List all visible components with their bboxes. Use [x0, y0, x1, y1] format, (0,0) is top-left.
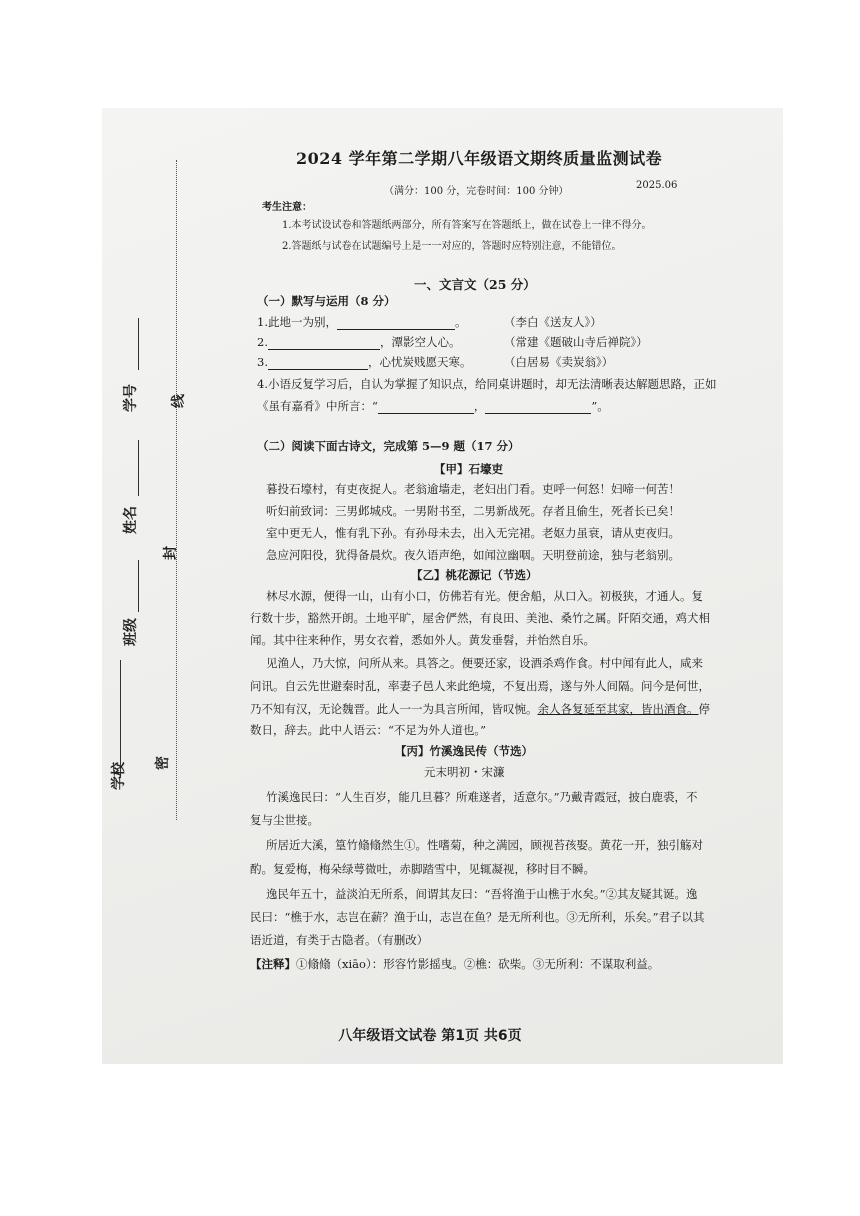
binding-line [176, 160, 177, 820]
passage-bing-line: 语近道，有类于古隐者。（有删改） [250, 933, 429, 947]
passage-yi-line: 见渔人，乃大惊，问所从来。具答之。便要还家，设酒杀鸡作食。村中闻有此人，咸来 [266, 656, 703, 670]
passage-jia-line: 室中更无人，惟有乳下孙。有孙母未去，出入无完裙。老妪力虽衰，请从吏夜归。 [266, 526, 680, 540]
banji-label: 班级 [123, 618, 139, 646]
passage-jia-line: 听妇前致词：三男邺城戍。一男附书至，二男新战死。存者且偷生，死者长已矣！ [266, 504, 680, 518]
question-1 [257, 314, 466, 330]
question-1-suffix: 。 [454, 315, 467, 329]
section-heading: 一、文言文（25 分） [414, 277, 536, 292]
question-2-prefix: 2. [257, 335, 268, 349]
exam-meta: （满分：100 分，完卷时间：100 分钟） [384, 186, 569, 197]
answer-blank-1[interactable] [337, 317, 455, 330]
answer-blank-4b[interactable] [485, 401, 591, 414]
question-4-close: ”。 [591, 399, 609, 413]
part1-heading: （一）默写与运用（8 分） [257, 294, 396, 308]
xingming-label: 姓名 [123, 506, 139, 534]
passage-bing-line: 酌。复爱梅，梅朵绿萼微吐，赤脚踏雪中，见辄凝视，移时目不瞬。 [250, 862, 595, 876]
passage-bing-line: 竹溪逸民曰：“人生百岁，能几旦暮？所难遂者，适意尔。”乃戴青霞冠，披白鹿裘，不 [266, 790, 698, 804]
side-label-xian: 线 [171, 394, 187, 408]
question-4-comma: ， [473, 399, 486, 413]
answer-blank-2[interactable] [268, 337, 380, 350]
side-label-feng: 封 [163, 546, 179, 560]
passage-yi-line: 林尽水源，便得一山，山有小口，仿佛若有光。便舍船，从口入。初极狭，才通人。复 [266, 589, 703, 603]
passage-yi-title: 【乙】桃花源记（节选） [411, 568, 538, 582]
banji-field[interactable] [138, 560, 139, 612]
side-label-mi: 密 [155, 756, 171, 770]
notice-item: 1.本考试设试卷和答题纸两部分，所有答案写在答题纸上，做在试卷上一律不得分。 [282, 220, 652, 231]
passage-yi-text: 停 [698, 702, 710, 716]
question-4-line1: 4.小语反复学习后，自认为掌握了知识点，给同桌讲题时，却无法清晰表达解题思路，正如 [257, 377, 717, 391]
question-4-lead: 《虽有嘉肴》中所言：“ [257, 399, 378, 413]
exam-title: 2024 学年第二学期八年级语文期终质量监测试卷 [296, 149, 663, 168]
question-3-source: （白居易《卖炭翁》） [504, 355, 614, 369]
underlined-sentence: 余人各复延至其家，皆出酒食。 [537, 702, 699, 716]
passage-yi-line: 问讯。自云先世避秦时乱，率妻子邑人来此绝境，不复出焉，遂与外人间隔。问今是何世， [250, 679, 710, 693]
passage-bing-title: 【丙】竹溪逸民传（节选） [395, 744, 533, 758]
part2-heading: （二）阅读下面古诗文，完成第 5—9 题（17 分） [257, 439, 520, 453]
question-1-prefix: 1.此地一为别， [257, 315, 337, 329]
question-2-source: （常建《题破山寺后禅院》） [504, 335, 648, 349]
passage-bing-line: 所居近大溪，篁竹翛翛然生①。性嗜菊，种之满园，顾视苔孩娶。黄花一开，独引觞对 [266, 838, 703, 852]
passage-jia-line: 暮投石壕村，有吏夜捉人。老翁逾墙走，老妇出门看。吏呼一何怒！妇啼一何苦！ [266, 482, 680, 496]
question-4-line2 [257, 398, 609, 414]
xuehao-field[interactable] [138, 318, 139, 370]
notice-item: 2.答题纸与试卷在试题编号上是一一对应的，答题时应特别注意，不能错位。 [282, 241, 622, 252]
xuexiao-field[interactable] [120, 660, 121, 778]
question-2 [257, 334, 460, 350]
answer-blank-3[interactable] [268, 357, 368, 370]
answer-blank-4a[interactable] [378, 401, 474, 414]
passage-jia-title: 【甲】石壕吏 [434, 462, 503, 476]
annotation-label: 【注释】 [250, 957, 296, 971]
annotation-text: ①翛翛（xiāo）：形容竹影摇曳。②樵：砍柴。③无所利：不谋取利益。 [296, 957, 660, 971]
question-3-suffix: ，心忧炭贱愿天寒。 [367, 355, 472, 369]
xingming-field[interactable] [138, 440, 139, 496]
passage-yi-line: 闻。其中往来种作，男女衣着，悉如外人。黄发垂髫，并怡然自乐。 [250, 633, 595, 647]
passage-yi-line: 数日，辞去。此中人语云：“不足为外人道也。” [250, 723, 487, 737]
exam-date: 2025.06 [636, 180, 678, 191]
question-2-suffix: ，潭影空人心。 [379, 335, 461, 349]
passage-yi-text: 乃不知有汉，无论魏晋。此人一一为具言所闻，皆叹惋。 [250, 702, 538, 716]
passage-yi-line [250, 701, 710, 717]
passage-yi-line: 行数十步，豁然开朗。土地平旷，屋舍俨然，有良田、美池、桑竹之属。阡陌交通，鸡犬相 [250, 611, 710, 625]
question-1-source: （李白《送友人》） [504, 315, 602, 329]
xuehao-label: 学号 [123, 384, 139, 412]
xuexiao-label: 学校 [111, 762, 127, 790]
page-footer: 八年级语文试卷 第1页 共6页 [338, 1028, 522, 1044]
passage-jia-line: 急应河阳役，犹得备晨炊。夜久语声绝，如闻泣幽咽。天明登前途，独与老翁别。 [266, 548, 680, 562]
passage-bing-author: 元末明初・宋濂 [424, 765, 505, 779]
passage-bing-line: 民曰：“樵于水，志岂在薪？渔于山，志岂在鱼？是无所利也。③无所利，乐矣。”君子以其 [250, 910, 705, 924]
passage-bing-line: 复与尘世接。 [250, 813, 319, 827]
notice-heading: 考生注意： [262, 202, 312, 213]
question-3-prefix: 3. [257, 355, 268, 369]
annotation [250, 956, 659, 972]
question-3 [257, 354, 471, 370]
passage-bing-line: 逸民年五十，益淡泊无所系，间谓其友曰：“吾将渔于山樵于水矣。”②其友疑其诞。逸 [266, 887, 698, 901]
